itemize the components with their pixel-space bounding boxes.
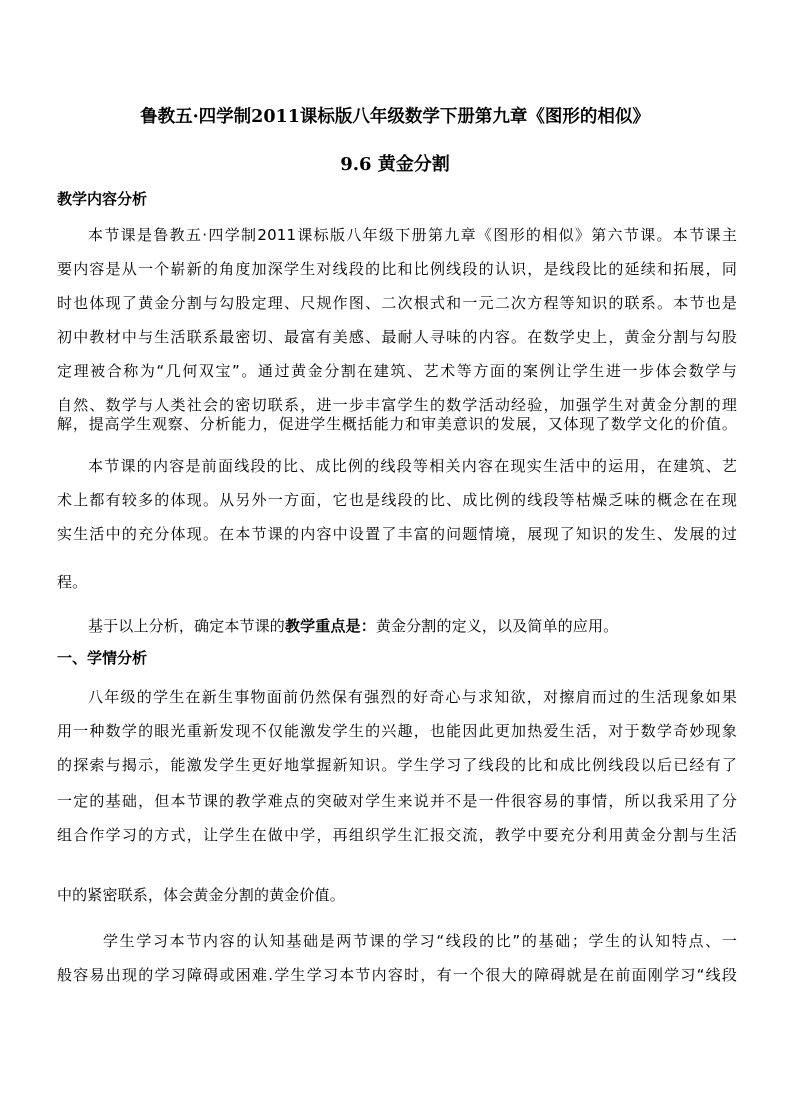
paragraph-line: 程。 [57,573,88,591]
paragraph-line: 实生活中的充分体现。在本节课的内容中设置了丰富的问题情境，展现了知识的发生、发展的过 [57,525,737,543]
paragraph-line: 学生学习本节内容的认知基础是两节课的学习“线段的比”的基础；学生的认知特点、一 [103,932,737,950]
paragraph-line: 要内容是从一个崭新的角度加深学生对线段的比和比例线段的认识，是线段比的延续和拓展，同 [57,260,737,278]
paragraph-line: 般容易出现的学习障碍或困难.学生学习本节内容时，有一个很大的障碍就是在前面刚学习“线段 [57,966,737,984]
key-point-line [88,615,737,636]
paragraph-line: 中的紧密联系，体会黄金分割的黄金价值。 [57,886,345,904]
paragraph-line: 组合作学习的方式，让学生在做中学，再组织学生汇报交流，教学中要充分利用黄金分割与生活 [57,826,737,844]
section-heading-content-analysis: 教学内容分析 [57,190,148,208]
key-point-text: 黄金分割的定义，以及简单的应用。 [375,617,619,635]
paragraph-line: 一定的基础，但本节课的教学难点的突破对学生来说并不是一件很容易的事情，所以我采用了分 [57,792,737,810]
paragraph-line: 本节课是鲁教五·四学制2011课标版八年级下册第九章《图形的相似》第六节课。本节课主 [88,226,737,244]
paragraph-line: 自然、数学与人类社会的密切联系，进一步丰富学生的数学活动经验，加强学生对黄金分割的理 [57,396,737,414]
paragraph-line: 定理被合称为“几何双宝”。通过黄金分割在建筑、艺术等方面的案例让学生进一步体会数学与 [57,362,737,380]
lesson-title: 9.6 黄金分割 [340,154,450,175]
paragraph-line: 用一种数学的眼光重新发现不仅能激发学生的兴趣，也能因此更加热爱生活，对于数学奇妙现象 [57,722,737,740]
key-point-label: 教学重点是： [284,617,376,635]
key-point-prefix: 基于以上分析，确定本节课的 [88,617,285,635]
section-heading-student-analysis: 一、学情分析 [57,649,148,667]
paragraph-line: 的探索与揭示，能激发学生更好地掌握新知识。学生学习了线段的比和成比例线段以后已经有了 [57,756,737,774]
document-title: 鲁教五·四学制2011课标版八年级数学下册第九章《图形的相似》 [140,107,650,127]
paragraph-line: 初中教材中与生活联系最密切、最富有美感、最耐人寻味的内容。在数学史上，黄金分割与勾股 [57,328,737,346]
paragraph-line: 解，提高学生观察、分析能力，促进学生概括能力和审美意识的发展，又体现了数学文化的价值。 [57,415,737,433]
paragraph-line: 术上都有较多的体现。从另外一方面，它也是线段的比、成比例的线段等枯燥乏味的概念在在现 [57,491,737,509]
paragraph-line: 时也体现了黄金分割与勾股定理、尺规作图、二次根式和一元二次方程等知识的联系。本节也是 [57,294,737,312]
paragraph-line: 本节课的内容是前面线段的比、成比例的线段等相关内容在现实生活中的运用，在建筑、艺 [88,457,737,475]
paragraph-line: 八年级的学生在新生事物面前仍然保有强烈的好奇心与求知欲，对擦肩而过的生活现象如果 [88,688,737,706]
